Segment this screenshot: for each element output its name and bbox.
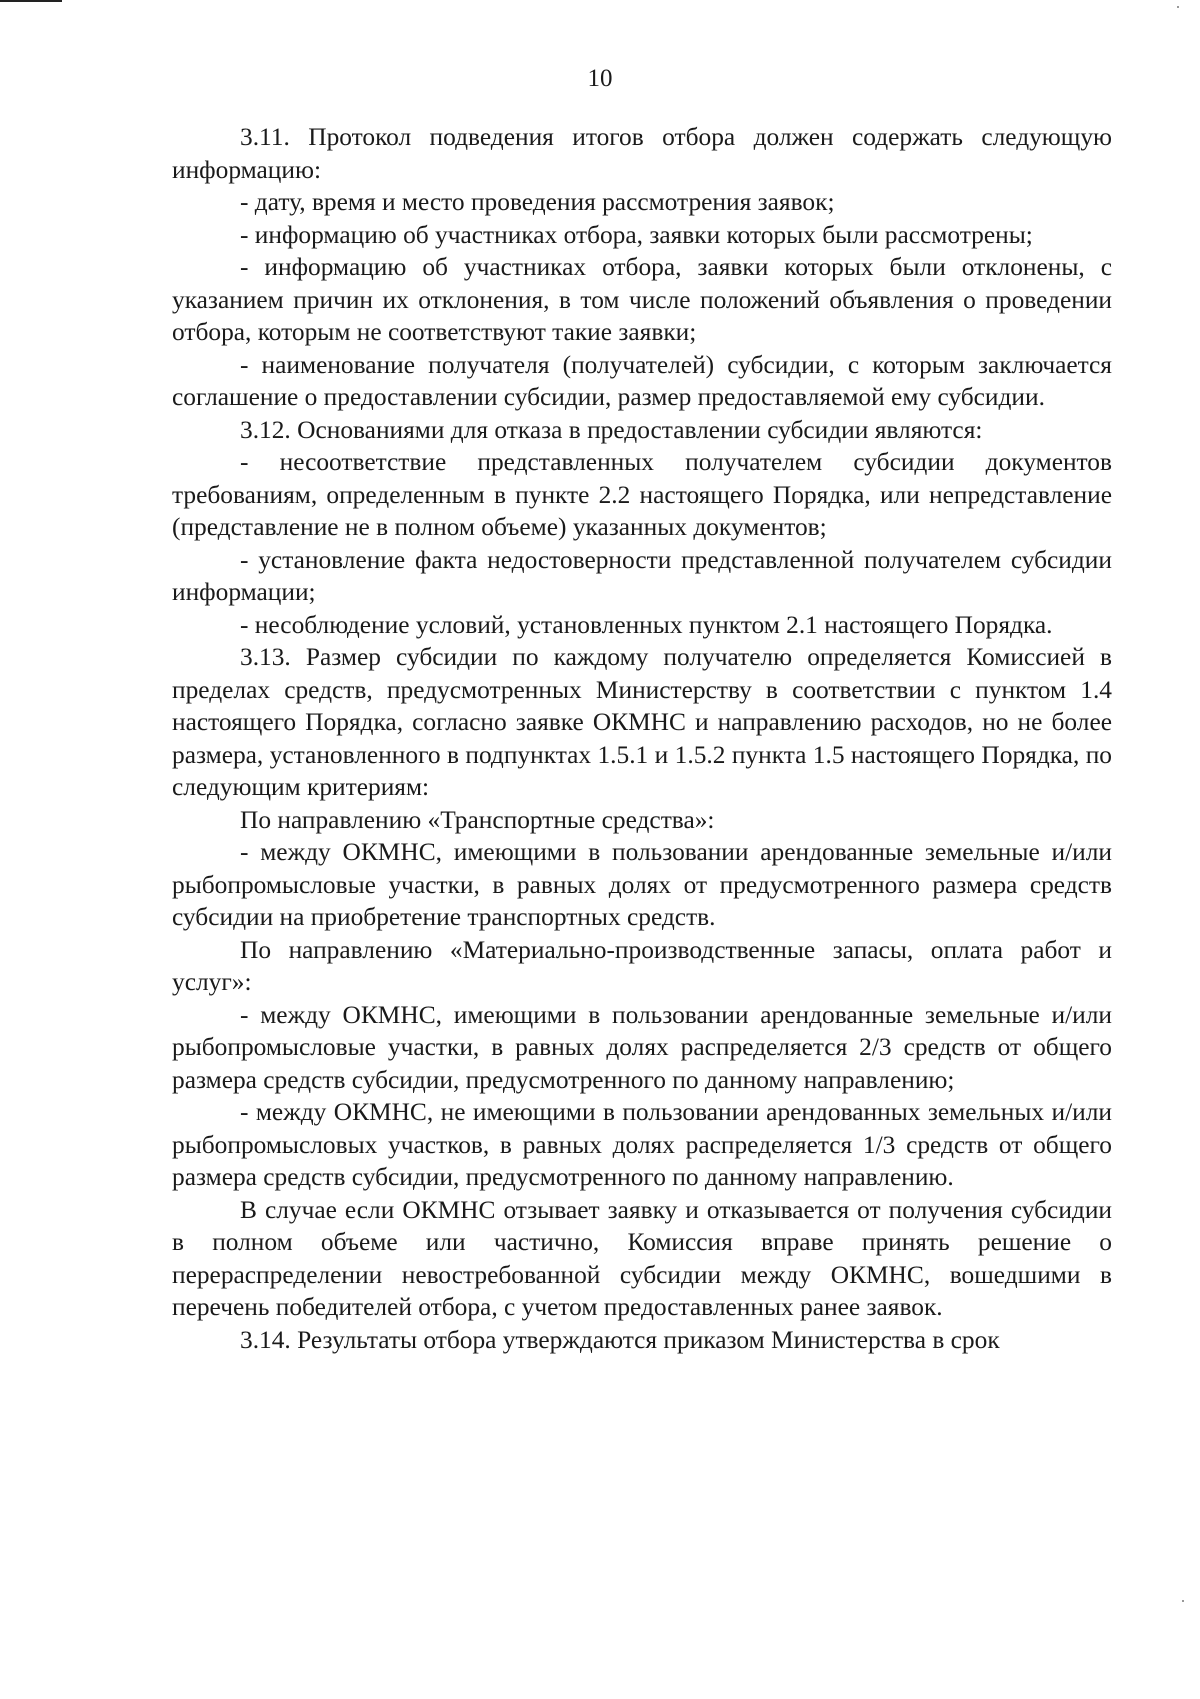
- document-body: [172, 121, 1112, 1356]
- list-item: - информацию об участниках отбора, заявки которых были рассмотрены;: [240, 220, 1033, 249]
- scan-speck: [1177, 6, 1179, 8]
- page-number: 10: [587, 65, 613, 92]
- list-item: - несоблюдение условий, установленных пунктом 2.1 настоящего Порядка.: [240, 610, 1053, 639]
- paragraph-3-13: 3.13. Размер субсидии по каждому получателю определяется Комиссией в пределах средств, предусмотренных Министерству в соответствии с пунктом 1.4 настоящего Порядка, согласно заявке ОКМНС и направлению расходов, но не более размера, установленного в подпунктах 1.5.1 и 1.5.2 пункта 1.5 настоящего Порядка, по следующим критериям:: [172, 643, 1112, 801]
- scan-speck: [1182, 1600, 1184, 1602]
- list-item: - между ОКМНС, не имеющими в пользовании арендованных земельных и/или рыбопромысловых участков, в равных долях распределяется 1/3 средств от общего размера средств субсидии, предусмотренного по данному направлению.: [172, 1098, 1112, 1191]
- list-item: - информацию об участниках отбора, заявки которых были отклонены, с указанием причин их отклонения, в том числе положений объявления о проведении отбора, которым не соответствуют такие заявки;: [172, 253, 1112, 346]
- paragraph-3-12: 3.12. Основаниями для отказа в предоставлении субсидии являются:: [240, 415, 983, 444]
- list-item: - дату, время и место проведения рассмотрения заявок;: [240, 188, 835, 216]
- paragraph-3-11: 3.11. Протокол подведения итогов отбора должен содержать следующую информацию:: [172, 123, 1112, 184]
- section-heading-transport: По направлению «Транспортные средства»:: [240, 805, 715, 834]
- list-item: - установление факта недостоверности представленной получателем субсидии информации;: [172, 545, 1112, 606]
- scan-edge-mark: [0, 0, 62, 2]
- list-item: - между ОКМНС, имеющими в пользовании арендованные земельные и/или рыбопромысловые участки, в равных долях от предусмотренного размера средств субсидии на приобретение транспортных средств.: [172, 838, 1112, 931]
- paragraph-redistribution: В случае если ОКМНС отзывает заявку и отказывается от получения субсидии в полном объеме или частично, Комиссия вправе принять решение о перераспределении невостребованной субсидии между ОКМНС, вошедшими в перечень победителей отбора, с учетом предоставленных ранее заявок.: [172, 1195, 1112, 1321]
- section-heading-materials: По направлению «Материально-производственные запасы, оплата работ и услуг»:: [172, 935, 1112, 996]
- paragraph-3-14: 3.14. Результаты отбора утверждаются приказом Министерства в срок: [240, 1325, 1000, 1354]
- list-item: - наименование получателя (получателей) субсидии, с которым заключается соглашение о предоставлении субсидии, размер предоставляемой ему субсидии.: [172, 350, 1112, 411]
- list-item: - между ОКМНС, имеющими в пользовании арендованные земельные и/или рыбопромысловые участки, в равных долях распределяется 2/3 средств от общего размера средств субсидии, предусмотренного по данному направлению;: [172, 1000, 1112, 1094]
- list-item: - несоответствие представленных получателем субсидии документов требованиям, определенным в пункте 2.2 настоящего Порядка, или непредставление (представление не в полном объеме) указанных документов;: [172, 448, 1112, 541]
